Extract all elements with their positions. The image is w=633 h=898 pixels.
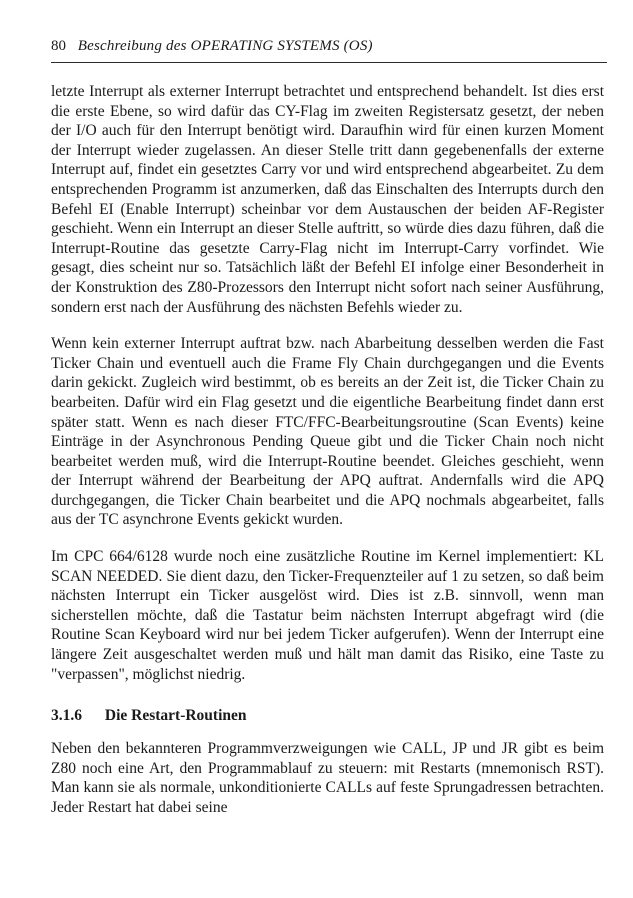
section-title: Die Restart-Routinen [104,707,247,725]
paragraph-1: letzte Interrupt als externer Interrupt betrachtet und entsprechend behandelt. Ist dies erst die erste Ebene, so wird dafür das CY-Flag im zweiten Registersatz gesetzt, der neben der I/O auch für den Interrupt benötigt wird. Daraufhin wird für einen kurzen Moment der Interrupt wieder zugelassen. An dieser Stelle tritt dann gegebenenfalls der externe Interrupt auf, findet ein gesetztes Carry vor und wird entsprechend abgearbeitet. Zu dem entsprechenden Programm ist anzumerken, daß das Einschalten des Interrupts durch den Befehl EI (Enable Interrupt) scheinbar vor dem Austauschen der beiden AF-Register geschieht. Wenn ein Interrupt an dieser Stelle auftritt, so würde dies dazu führen, daß die Interrupt-Routine das gesetzte Carry-Flag nicht im Interrupt-Carry vorfindet. Wie gesagt, dies scheint nur so. Tatsächlich läßt der Befehl EI infolge einer Besonderheit in der Konstruktion des Z80-Prozessors den Interrupt nicht sofort nach seiner Ausführung, sondern erst nach der Ausführung des nächsten Befehls wieder zu. [51,83,604,316]
page-number: 80 [51,38,66,54]
section-number: 3.1.6 [51,707,82,725]
paragraph-2: Wenn kein externer Interrupt auftrat bzw. nach Abarbeitung desselben werden die Fast Ticker Chain und eventuell auch die Frame Fly Chain durchgegangen und die Events darin gekickt. Zugleich wird bestimmt, ob es bereits an der Zeit ist, die Ticker Chain zu bearbeiten. Dafür wird ein Flag gesetzt und die eigentliche Bearbeitung findet dann erst später statt. Wenn es nach dieser FTC/FFC-Bearbeitungsroutine (Scan Events) keine Einträge in der Asynchronous Pending Queue gibt und die Ticker Chain noch nicht bearbeitet werden muß, wird die Interrupt-Routine beendet. Gleiches geschieht, wenn der Interrupt während der Bearbeitung der APQ auftrat. Andernfalls wird die APQ durchgegangen, die Ticker Chain bearbeitet und die APQ nochmals abgearbeitet, falls aus der TC asynchrone Events gekickt wurden. [51,335,604,529]
running-title: Beschreibung des OPERATING SYSTEMS (OS) [77,38,373,54]
paragraph-3: Im CPC 664/6128 wurde noch eine zusätzliche Routine im Kernel implementiert: KL SCAN NEEDED. Sie dient dazu, den Ticker-Frequenzteiler auf 1 zu setzen, so daß beim nächsten Interrupt ein Ticker ausgelöst wird. Dies ist z.B. sinnvoll, wenn man sicherstellen möchte, daß die Tastatur beim nächsten Interrupt abgefragt wird (die Routine Scan Keyboard wird nur bei jedem Ticker aufgerufen). Wenn der Interrupt eine längere Zeit ausgeschaltet werden muß und hält man damit das Risiko, eine Taste zu "verpassen", möglichst niedrig. [51,548,604,683]
header-rule [51,62,607,63]
running-header [51,36,607,56]
page-body [51,82,604,818]
paragraph-4: Neben den bekannteren Programmverzweigungen wie CALL, JP und JR gibt es beim Z80 noch eine Art, den Programmablauf zu steuern: mit Restarts (mnemonisch RST). Man kann sie als normale, unkonditionierte CALLs auf feste Sprungadressen betrachten. Jeder Restart hat dabei seine [51,740,604,816]
section-heading [51,706,604,726]
